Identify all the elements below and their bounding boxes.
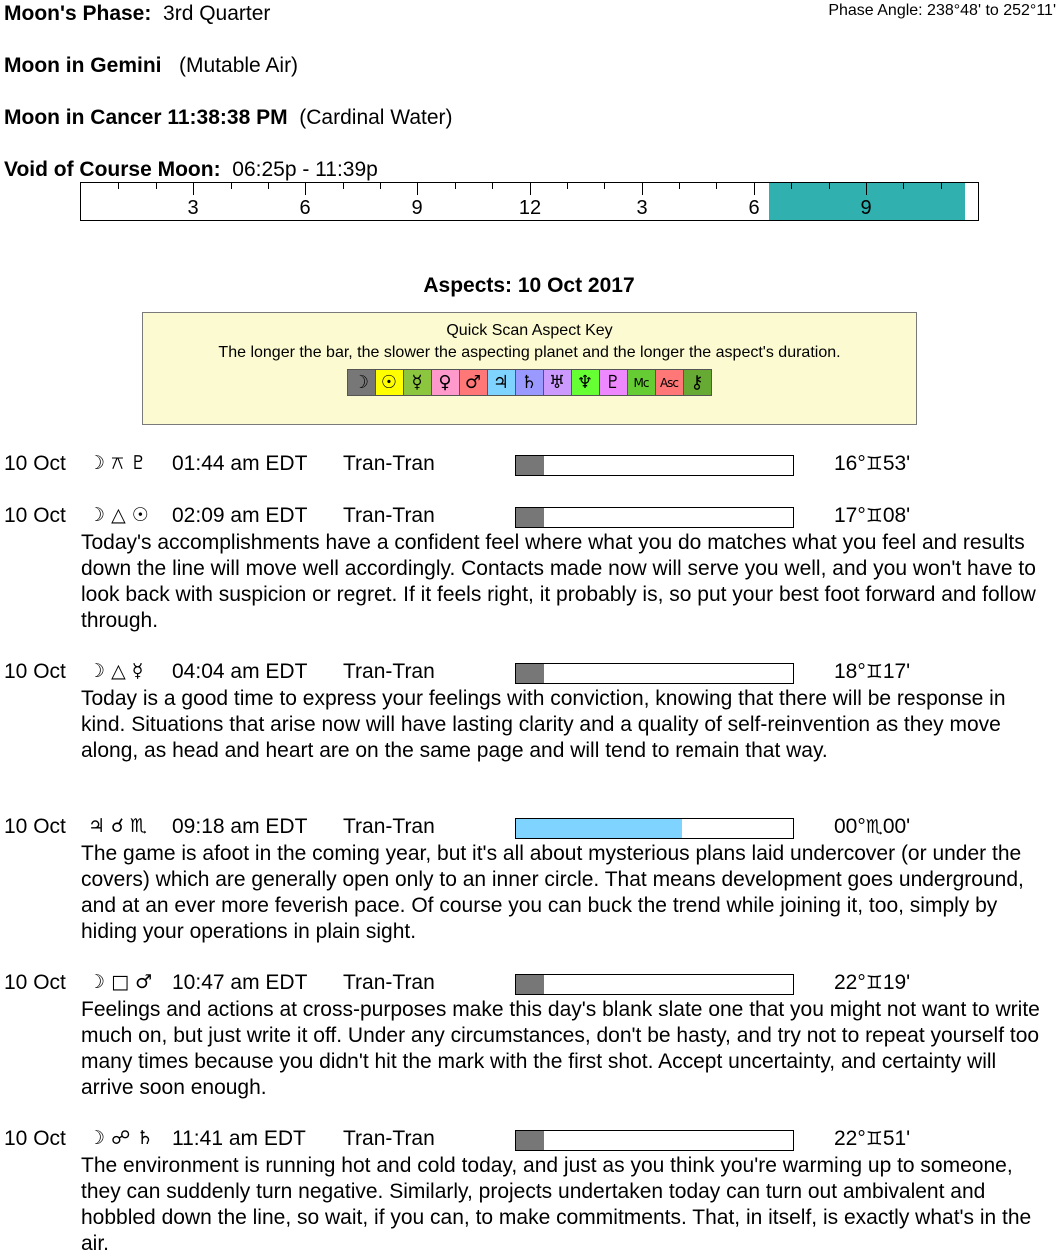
aspect-date: 10 Oct — [4, 815, 66, 838]
aspect-description: Today's accomplishments have a confident feel where what you do matches what you feel and results down the line will move well accordingly. Contacts made now will serve you well, and you won't have to look back with suspicion or regret. If it feels right, it probably is, so put your best foot forward and follow through. — [81, 531, 1036, 632]
aspect-header-line — [0, 1127, 1058, 1153]
aspect-time: 10:47 am EDT — [172, 971, 308, 994]
moon-sign-line-1 — [4, 54, 298, 78]
aspect-duration-fill — [516, 819, 682, 838]
aspect-time: 11:41 am EDT — [172, 1127, 306, 1150]
aspect-position-degree: 22° — [834, 1127, 866, 1150]
aspect-header-line — [0, 815, 1058, 841]
aspect-header-line — [0, 660, 1058, 686]
voc-value: 06:25p - 11:39p — [232, 158, 378, 181]
phase-angle: Phase Angle: 238°48' to 252°11' — [828, 2, 1056, 19]
aspect-entry — [0, 452, 1058, 478]
aspect-key-box — [142, 312, 917, 425]
timeline-tick — [642, 183, 643, 195]
aspect-duration-fill — [516, 456, 544, 475]
moon-sign-label: Moon in Gemini — [4, 54, 162, 77]
timeline-hour-label: 3 — [636, 197, 648, 219]
venus-icon: ♀ — [431, 369, 460, 396]
moon-phase-label: Moon's Phase: — [4, 2, 152, 25]
aspect-duration-bar — [515, 1130, 794, 1151]
aspects-title: Aspects: 10 Oct 2017 — [423, 274, 635, 297]
moon-ingress-label: Moon in Cancer 11:38:38 PM — [4, 106, 288, 129]
aspect-duration-fill — [516, 508, 544, 527]
aspect-description: The environment is running hot and cold today, and just as you think you're warming up to someone, they can suddenly turn negative. Similarly, projects undertaken today can turn out ambivalent and hobbled down the line, so wait, if you can, to make commitments. That, in itself, is exactly what's in the air. — [81, 1154, 1032, 1255]
aspect-description: Today is a good time to express your feelings with conviction, knowing that there will be response in kind. Situations that arise now will have lasting clarity and a quality of self-reinvention as they move along, as head and heart are on the same page and will tend to remain that way. — [81, 687, 1006, 762]
timeline-tick — [903, 183, 904, 189]
aspect-position — [834, 504, 910, 528]
aspect-time: 01:44 am EDT — [172, 452, 308, 475]
aspect-header-line — [0, 971, 1058, 997]
aspect-key-planet-row — [143, 369, 916, 396]
aspect-position-degree: 18° — [834, 660, 866, 683]
timeline-tick — [604, 183, 605, 189]
aspect-position-minute: 00' — [882, 815, 911, 838]
saturn-icon: ♄ — [515, 369, 544, 396]
moon-sign-quality: (Mutable Air) — [179, 54, 299, 77]
mars-icon: ♂ — [459, 369, 488, 396]
aspect-position — [834, 815, 910, 839]
aspect-duration-bar — [515, 507, 794, 528]
timeline-tick — [231, 183, 232, 189]
aspect-entry — [0, 1127, 1058, 1257]
aspect-glyphs: ☽ △ ☉ — [88, 504, 149, 526]
zodiac-sign-icon: ♊ — [865, 453, 883, 475]
aspect-duration-bar — [515, 818, 794, 839]
aspect-position-degree: 17° — [834, 504, 866, 527]
aspect-header-line — [0, 504, 1058, 530]
aspect-glyphs: ☽ ⚻ ♇ — [88, 452, 147, 474]
zodiac-sign-icon: ♊ — [865, 505, 883, 527]
zodiac-sign-icon: ♊ — [865, 1128, 883, 1150]
moon-ingress-quality: (Cardinal Water) — [299, 106, 453, 129]
aspect-position-minute: 17' — [882, 660, 911, 683]
timeline-tick — [791, 183, 792, 189]
aspect-time: 02:09 am EDT — [172, 504, 308, 527]
aspect-key-subtitle: The longer the bar, the slower the aspecting planet and the longer the aspect's duration. — [218, 344, 841, 361]
pluto-icon: ♇ — [599, 369, 628, 396]
aspect-position-degree: 16° — [834, 452, 866, 475]
timeline-tick — [268, 183, 269, 189]
aspect-glyphs: ☽ ☍ ♄ — [88, 1127, 154, 1149]
void-of-course-line — [4, 158, 378, 182]
moon-phase-value: 3rd Quarter — [163, 2, 271, 25]
timeline-tick — [866, 183, 867, 195]
timeline-hour-label: 6 — [299, 197, 311, 219]
aspect-type: Tran-Tran — [343, 660, 435, 683]
aspect-description: Feelings and actions at cross-purposes make this day's blank slate one that you might not want to write much on, but just write it off. Under any circumstances, don't be hasty, and try not to repeat yourself too many times because you didn't hit the mark with the first shot. Accept uncertainty, and certainty will arrive soon enough. — [81, 998, 1040, 1099]
aspect-duration-fill — [516, 1131, 544, 1150]
ascendant-icon: Asc — [655, 369, 684, 396]
moon-phase-line — [4, 2, 270, 26]
aspect-position-degree: 00° — [834, 815, 866, 838]
mercury-icon: ☿ — [403, 369, 432, 396]
aspect-date: 10 Oct — [4, 660, 66, 683]
sun-icon: ☉ — [375, 369, 404, 396]
timeline-hour-label: 9 — [411, 197, 423, 219]
aspect-date: 10 Oct — [4, 452, 66, 475]
aspect-date: 10 Oct — [4, 971, 66, 994]
aspect-position-minute: 19' — [882, 971, 911, 994]
aspect-position-minute: 51' — [882, 1127, 911, 1150]
timeline-hour-label: 12 — [518, 197, 542, 219]
aspect-position-minute: 53' — [882, 452, 911, 475]
timeline-tick — [417, 183, 418, 195]
aspect-description: The game is afoot in the coming year, but it's all about mysterious plans laid undercover (or under the covers) which are generally open only to an inner circle. That means development goes underground, and at an ever more feverish pace. Of course you can buck the trend while joining it, too, simply by hiding your operations in plain sight. — [81, 842, 1024, 943]
aspect-position — [834, 660, 910, 684]
voc-label: Void of Course Moon: — [4, 158, 221, 181]
moon-sign-line-2 — [4, 106, 453, 130]
aspect-type: Tran-Tran — [343, 504, 435, 527]
timeline-tick — [754, 183, 755, 195]
aspect-type: Tran-Tran — [343, 452, 435, 475]
aspect-position-degree: 22° — [834, 971, 866, 994]
aspect-glyphs: ♃ ☌ ♏ — [88, 815, 147, 837]
timeline-hour-label: 3 — [187, 197, 199, 219]
uranus-icon: ♅ — [543, 369, 572, 396]
timeline-tick — [156, 183, 157, 189]
zodiac-sign-icon: ♊ — [865, 661, 883, 683]
aspect-position — [834, 452, 910, 476]
aspect-position — [834, 971, 910, 995]
timeline-tick — [829, 183, 830, 189]
timeline-tick — [305, 183, 306, 195]
moon-icon: ☽ — [347, 369, 376, 396]
aspect-date: 10 Oct — [4, 1127, 66, 1150]
aspect-duration-fill — [516, 664, 544, 683]
timeline-tick — [118, 183, 119, 189]
timeline-tick — [567, 183, 568, 189]
timeline-tick — [193, 183, 194, 195]
midheaven-icon: Mc — [627, 369, 656, 396]
timeline-tick — [941, 183, 942, 189]
timeline-tick — [455, 183, 456, 189]
aspect-glyphs: ☽ △ ☿ — [88, 660, 144, 682]
aspect-glyphs: ☽ □ ♂ — [88, 971, 153, 993]
jupiter-icon: ♃ — [487, 369, 516, 396]
aspect-header-line — [0, 452, 1058, 478]
aspect-time: 04:04 am EDT — [172, 660, 308, 683]
timeline-tick — [492, 183, 493, 189]
neptune-icon: ♆ — [571, 369, 600, 396]
aspect-date: 10 Oct — [4, 504, 66, 527]
aspect-entry — [0, 815, 1058, 945]
aspect-key-title: Quick Scan Aspect Key — [446, 322, 613, 339]
aspect-duration-fill — [516, 975, 544, 994]
timeline-tick — [343, 183, 344, 189]
timeline-tick — [679, 183, 680, 189]
aspect-duration-bar — [515, 974, 794, 995]
aspect-position — [834, 1127, 910, 1151]
zodiac-sign-icon: ♏ — [865, 816, 883, 838]
zodiac-sign-icon: ♊ — [865, 972, 883, 994]
aspect-entry — [0, 504, 1058, 634]
aspect-duration-bar — [515, 455, 794, 476]
timeline-tick — [530, 183, 531, 195]
aspect-type: Tran-Tran — [343, 1127, 435, 1150]
aspect-entry — [0, 971, 1058, 1101]
aspect-time: 09:18 am EDT — [172, 815, 308, 838]
void-of-course-timeline — [80, 182, 979, 221]
timeline-tick — [716, 183, 717, 189]
aspect-type: Tran-Tran — [343, 971, 435, 994]
timeline-hour-label: 6 — [748, 197, 760, 219]
aspect-type: Tran-Tran — [343, 815, 435, 838]
aspect-position-minute: 08' — [882, 504, 911, 527]
aspect-entry — [0, 660, 1058, 764]
timeline-tick — [380, 183, 381, 189]
chiron-icon: ⚷ — [683, 369, 712, 396]
aspect-duration-bar — [515, 663, 794, 684]
timeline-hour-label: 9 — [860, 197, 872, 219]
